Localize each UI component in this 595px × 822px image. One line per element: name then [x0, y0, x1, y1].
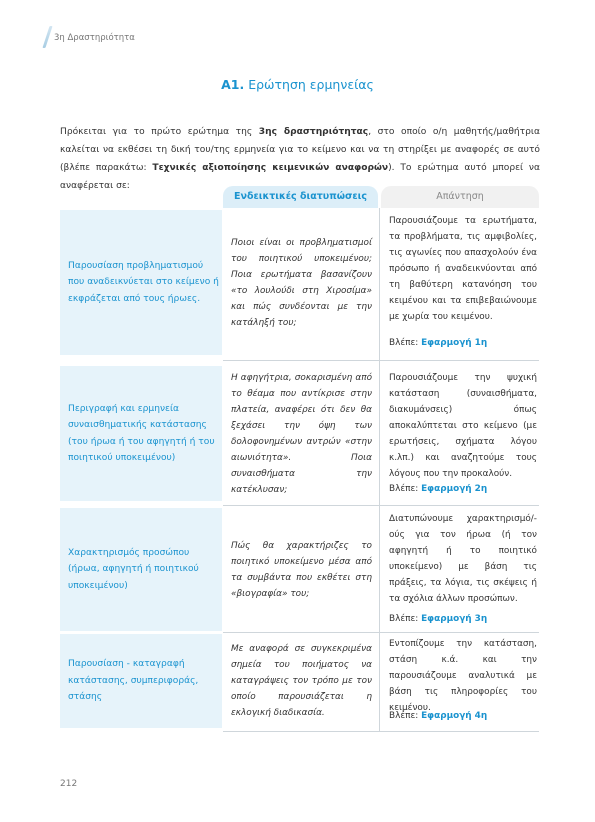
- title-prefix: Α1.: [221, 77, 245, 92]
- intro-text-1: Πρόκειται για το πρώτο ερώτημα της: [60, 127, 259, 137]
- page-number: 212: [60, 779, 78, 789]
- table-row-topic: [60, 634, 222, 728]
- application-link[interactable]: Εφαρμογή 4η: [421, 711, 488, 721]
- intro-text-2: , στο οποίο ο/η μαθητής/μαθήτρια καλείται να εκθέσει τη δική του/της ερμηνεία για το κείμενο και να τη στηρίξει με αναφορές σε αυτό (βλέπε παρακάτω:: [60, 127, 540, 173]
- see-label: Βλέπε:: [389, 614, 419, 624]
- intro-text-3: ). Το ερώτημα αυτό μπορεί να αναφέρεται σε:: [60, 163, 540, 191]
- see-reference: [389, 708, 487, 724]
- page-title: [0, 77, 595, 92]
- table-row-answer: [381, 213, 539, 355]
- answer-text: Διατυπώνουμε χαρακτηρισμό/-ούς για τον ήρωα (ή τον αφηγητή ή το ποιητικό υποκείμενο) με βάση τις πράξεις, τα λόγια, τις σκέψεις ή τα σχόλια άλλων προσώπων.: [389, 514, 537, 604]
- row-divider: [223, 360, 539, 361]
- header-decoration: [42, 26, 52, 48]
- answer-text: Παρουσιάζουμε τα ερωτήματα, τα προβλήματα, τις αμφιβολίες, τις αγωνίες που απασχολούν ένα πρόσωπο ή αναδεικνύονται από τη βαθύτερη κατανόηση του κειμένου και τα επιβεβαιώνουμε με χωρία του κειμένου.: [389, 216, 537, 322]
- row-divider: [223, 505, 539, 506]
- application-link[interactable]: Εφαρμογή 2η: [421, 484, 488, 494]
- column-divider: [379, 208, 380, 732]
- see-label: Βλέπε:: [389, 711, 419, 721]
- table-row-answer: [381, 370, 539, 501]
- column-header-answer: Απάντηση: [381, 186, 539, 208]
- indicative-text: Πώς θα χαρακτήριζες το ποιητικό υποκείμενο μέσα από τα συμβάντα που εκθέτει στη «βιογραφία» του;: [231, 540, 372, 599]
- see-label: Βλέπε:: [389, 484, 419, 494]
- see-reference: [389, 335, 487, 351]
- title-text: Ερώτηση ερμηνείας: [244, 77, 374, 92]
- see-reference: [389, 611, 487, 627]
- see-label: Βλέπε:: [389, 338, 419, 348]
- indicative-text: Με αναφορά σε συγκεκριμένα σημεία του ποιήματος να καταγράψεις τον τρόπο με τον οποίο παρουσιάζεται η εκλογική διαδικασία.: [231, 644, 372, 718]
- topic-text: Χαρακτηρισμός προσώπου (ήρωα, αφηγητή ή ποιητικού υποκειμένου): [68, 547, 199, 591]
- column-header-indicative: Ενδεικτικές διατυπώσεις: [223, 186, 378, 208]
- topic-text: Παρουσίαση προβληματισμού που αναδεικνύεται στο κείμενο ή εκφράζεται από τους ήρωες.: [68, 260, 219, 304]
- intro-bold-1: 3ης δραστηριότητας: [258, 127, 369, 137]
- table-row-indicative: [223, 366, 378, 501]
- table-row-indicative: [223, 508, 378, 631]
- table-row-topic: [60, 210, 222, 355]
- table-row-answer: [381, 511, 539, 631]
- answer-text: Εντοπίζουμε την κατάσταση, στάση κ.ά. και την παρουσιάζουμε αναλυτικά με βάση τις πληροφορίες του κειμένου.: [389, 639, 537, 713]
- intro-paragraph: [60, 123, 540, 195]
- table-row-indicative: [223, 634, 378, 728]
- row-divider: [223, 632, 539, 633]
- see-reference: [389, 481, 487, 497]
- table-row-topic: [60, 366, 222, 501]
- indicative-text: Ποιοι είναι οι προβληματισμοί του ποιητικού υποκειμένου; Ποια ερωτήματα βασανίζουν «το λουλούδι στη Χιροσίμα» και πώς συνδέονται με την κατάληξή του;: [231, 237, 372, 328]
- intro-bold-2: Τεχνικές αξιοποίησης κειμενικών αναφορών: [152, 163, 389, 173]
- topic-text: Παρουσίαση - καταγραφή κατάστασης, συμπεριφοράς, στάσης: [68, 659, 199, 703]
- indicative-text: Η αφηγήτρια, σοκαρισμένη από το θέαμα που αντίκρισε στην πλατεία, αναφέρει ότι δεν θα ξεχάσει την όψη των δολοφονημένων αντρών «στην αιωνιότητα». Ποια συναισθήματα την κατέκλυσαν;: [231, 372, 372, 495]
- answer-text: Παρουσιάζουμε την ψυχική κατάσταση (συναισθήματα, διακυμάνσεις) όπως αποκαλύπτεται στο κείμενο (με ερωτήσεις, σχήματα λόγου κ.λπ.) και αναζητούμε τους λόγους που την προκαλούν.: [389, 373, 537, 479]
- table-row-indicative: [223, 210, 378, 355]
- application-link[interactable]: Εφαρμογή 1η: [421, 338, 488, 348]
- table-row-answer: [381, 636, 539, 728]
- running-header: 3η Δραστηριότητα: [54, 33, 135, 43]
- table-row-topic: [60, 508, 222, 631]
- application-link[interactable]: Εφαρμογή 3η: [421, 614, 488, 624]
- topic-text: Περιγραφή και ερμηνεία συναισθηματικής κατάστασης (του ήρωα ή του αφηγητή ή του ποιητικού υποκειμένου): [68, 403, 215, 463]
- table-bottom-border: [223, 731, 539, 732]
